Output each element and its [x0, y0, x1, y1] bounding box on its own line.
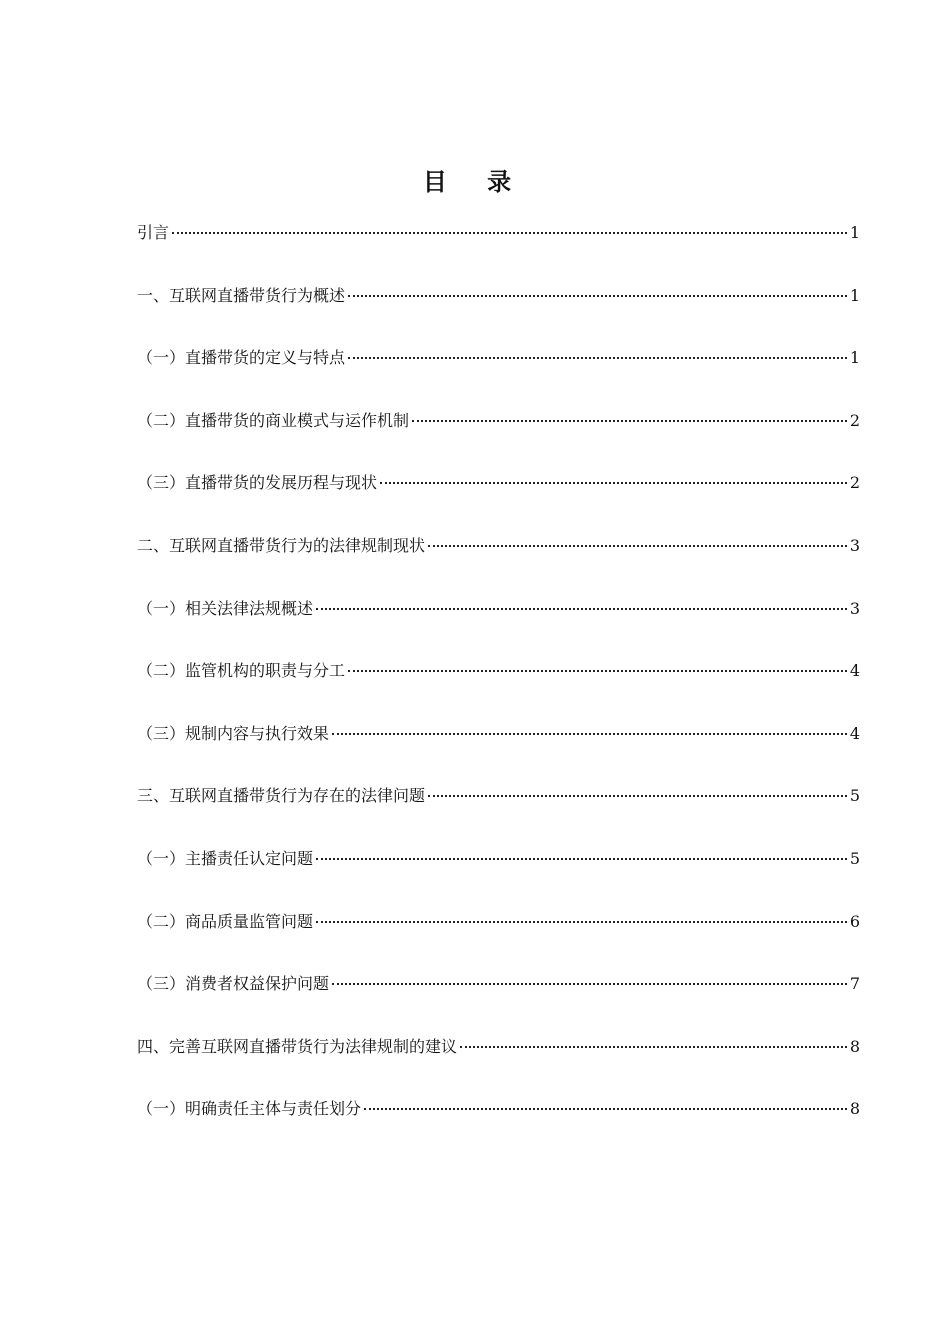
toc-entry-label: （二）直播带货的商业模式与运作机制: [137, 410, 410, 430]
toc-entry-section-3-2[interactable]: [137, 907, 860, 970]
dot-leader: [172, 232, 847, 234]
toc-entry-page: 5: [849, 786, 860, 806]
toc-entry-label: （二）商品质量监管问题: [137, 911, 314, 931]
dot-leader: [412, 420, 847, 422]
toc-entry-label: 二、互联网直播带货行为的法律规制现状: [137, 535, 426, 555]
toc-entry-page: 3: [849, 598, 860, 618]
dot-leader: [380, 482, 847, 484]
toc-entry-page: 4: [849, 661, 860, 681]
dot-leader: [428, 795, 847, 797]
toc-entry-section-1-2[interactable]: [137, 406, 860, 469]
toc-entry-section-4-1[interactable]: [137, 1094, 860, 1157]
toc-entry-page: 4: [849, 723, 860, 743]
toc-entry-label: （一）相关法律法规概述: [137, 598, 314, 618]
toc-entry-section-3-3[interactable]: [137, 969, 860, 1032]
dot-leader: [348, 295, 847, 297]
toc-entry-section-2-3[interactable]: [137, 719, 860, 782]
toc-entry-page: 1: [849, 348, 860, 368]
toc-entry-label: （一）主播责任认定问题: [137, 848, 314, 868]
dot-leader: [428, 545, 847, 547]
toc-entry-page: 6: [849, 911, 860, 931]
toc-entry-page: 7: [849, 974, 860, 994]
toc-entry-section-1-3[interactable]: [137, 468, 860, 531]
toc-entry-section-2-2[interactable]: [137, 656, 860, 719]
dot-leader: [460, 1046, 847, 1048]
toc-list: [137, 218, 860, 1157]
toc-entry-page: 1: [849, 285, 860, 305]
toc-entry-intro[interactable]: [137, 218, 860, 281]
toc-entry-label: 一、互联网直播带货行为概述: [137, 285, 346, 305]
toc-entry-label: （二）监管机构的职责与分工: [137, 661, 346, 681]
toc-title: 目 录: [422, 168, 528, 196]
dot-leader: [364, 1108, 847, 1110]
toc-entry-label: （一）明确责任主体与责任划分: [137, 1099, 362, 1119]
toc-entry-page: 2: [849, 410, 860, 430]
toc-entry-section-1-1[interactable]: [137, 343, 860, 406]
dot-leader: [348, 670, 847, 672]
toc-entry-label: （三）规制内容与执行效果: [137, 723, 330, 743]
toc-entry-label: 引言: [137, 223, 170, 242]
toc-entry-label: 四、完善互联网直播带货行为法律规制的建议: [137, 1036, 458, 1056]
toc-entry-label: （一）直播带货的定义与特点: [137, 348, 346, 368]
toc-entry-section-3-1[interactable]: [137, 844, 860, 907]
dot-leader: [332, 733, 847, 735]
toc-entry-page: 5: [849, 848, 860, 868]
toc-entry-section-2-1[interactable]: [137, 594, 860, 657]
toc-entry-label: （三）消费者权益保护问题: [137, 974, 330, 994]
dot-leader: [316, 608, 847, 610]
toc-entry-page: 2: [849, 473, 860, 493]
toc-entry-chapter-3[interactable]: [137, 781, 860, 844]
toc-entry-label: 三、互联网直播带货行为存在的法律问题: [137, 786, 426, 806]
toc-entry-chapter-4[interactable]: [137, 1032, 860, 1095]
toc-entry-page: 8: [849, 1036, 860, 1056]
toc-entry-page: 1: [849, 223, 860, 242]
dot-leader: [316, 921, 847, 923]
dot-leader: [332, 983, 847, 985]
toc-entry-page: 8: [849, 1099, 860, 1119]
dot-leader: [316, 858, 847, 860]
dot-leader: [348, 357, 847, 359]
toc-entry-page: 3: [849, 535, 860, 555]
toc-entry-chapter-2[interactable]: [137, 531, 860, 594]
toc-entry-label: （三）直播带货的发展历程与现状: [137, 473, 378, 493]
toc-entry-chapter-1[interactable]: [137, 281, 860, 344]
